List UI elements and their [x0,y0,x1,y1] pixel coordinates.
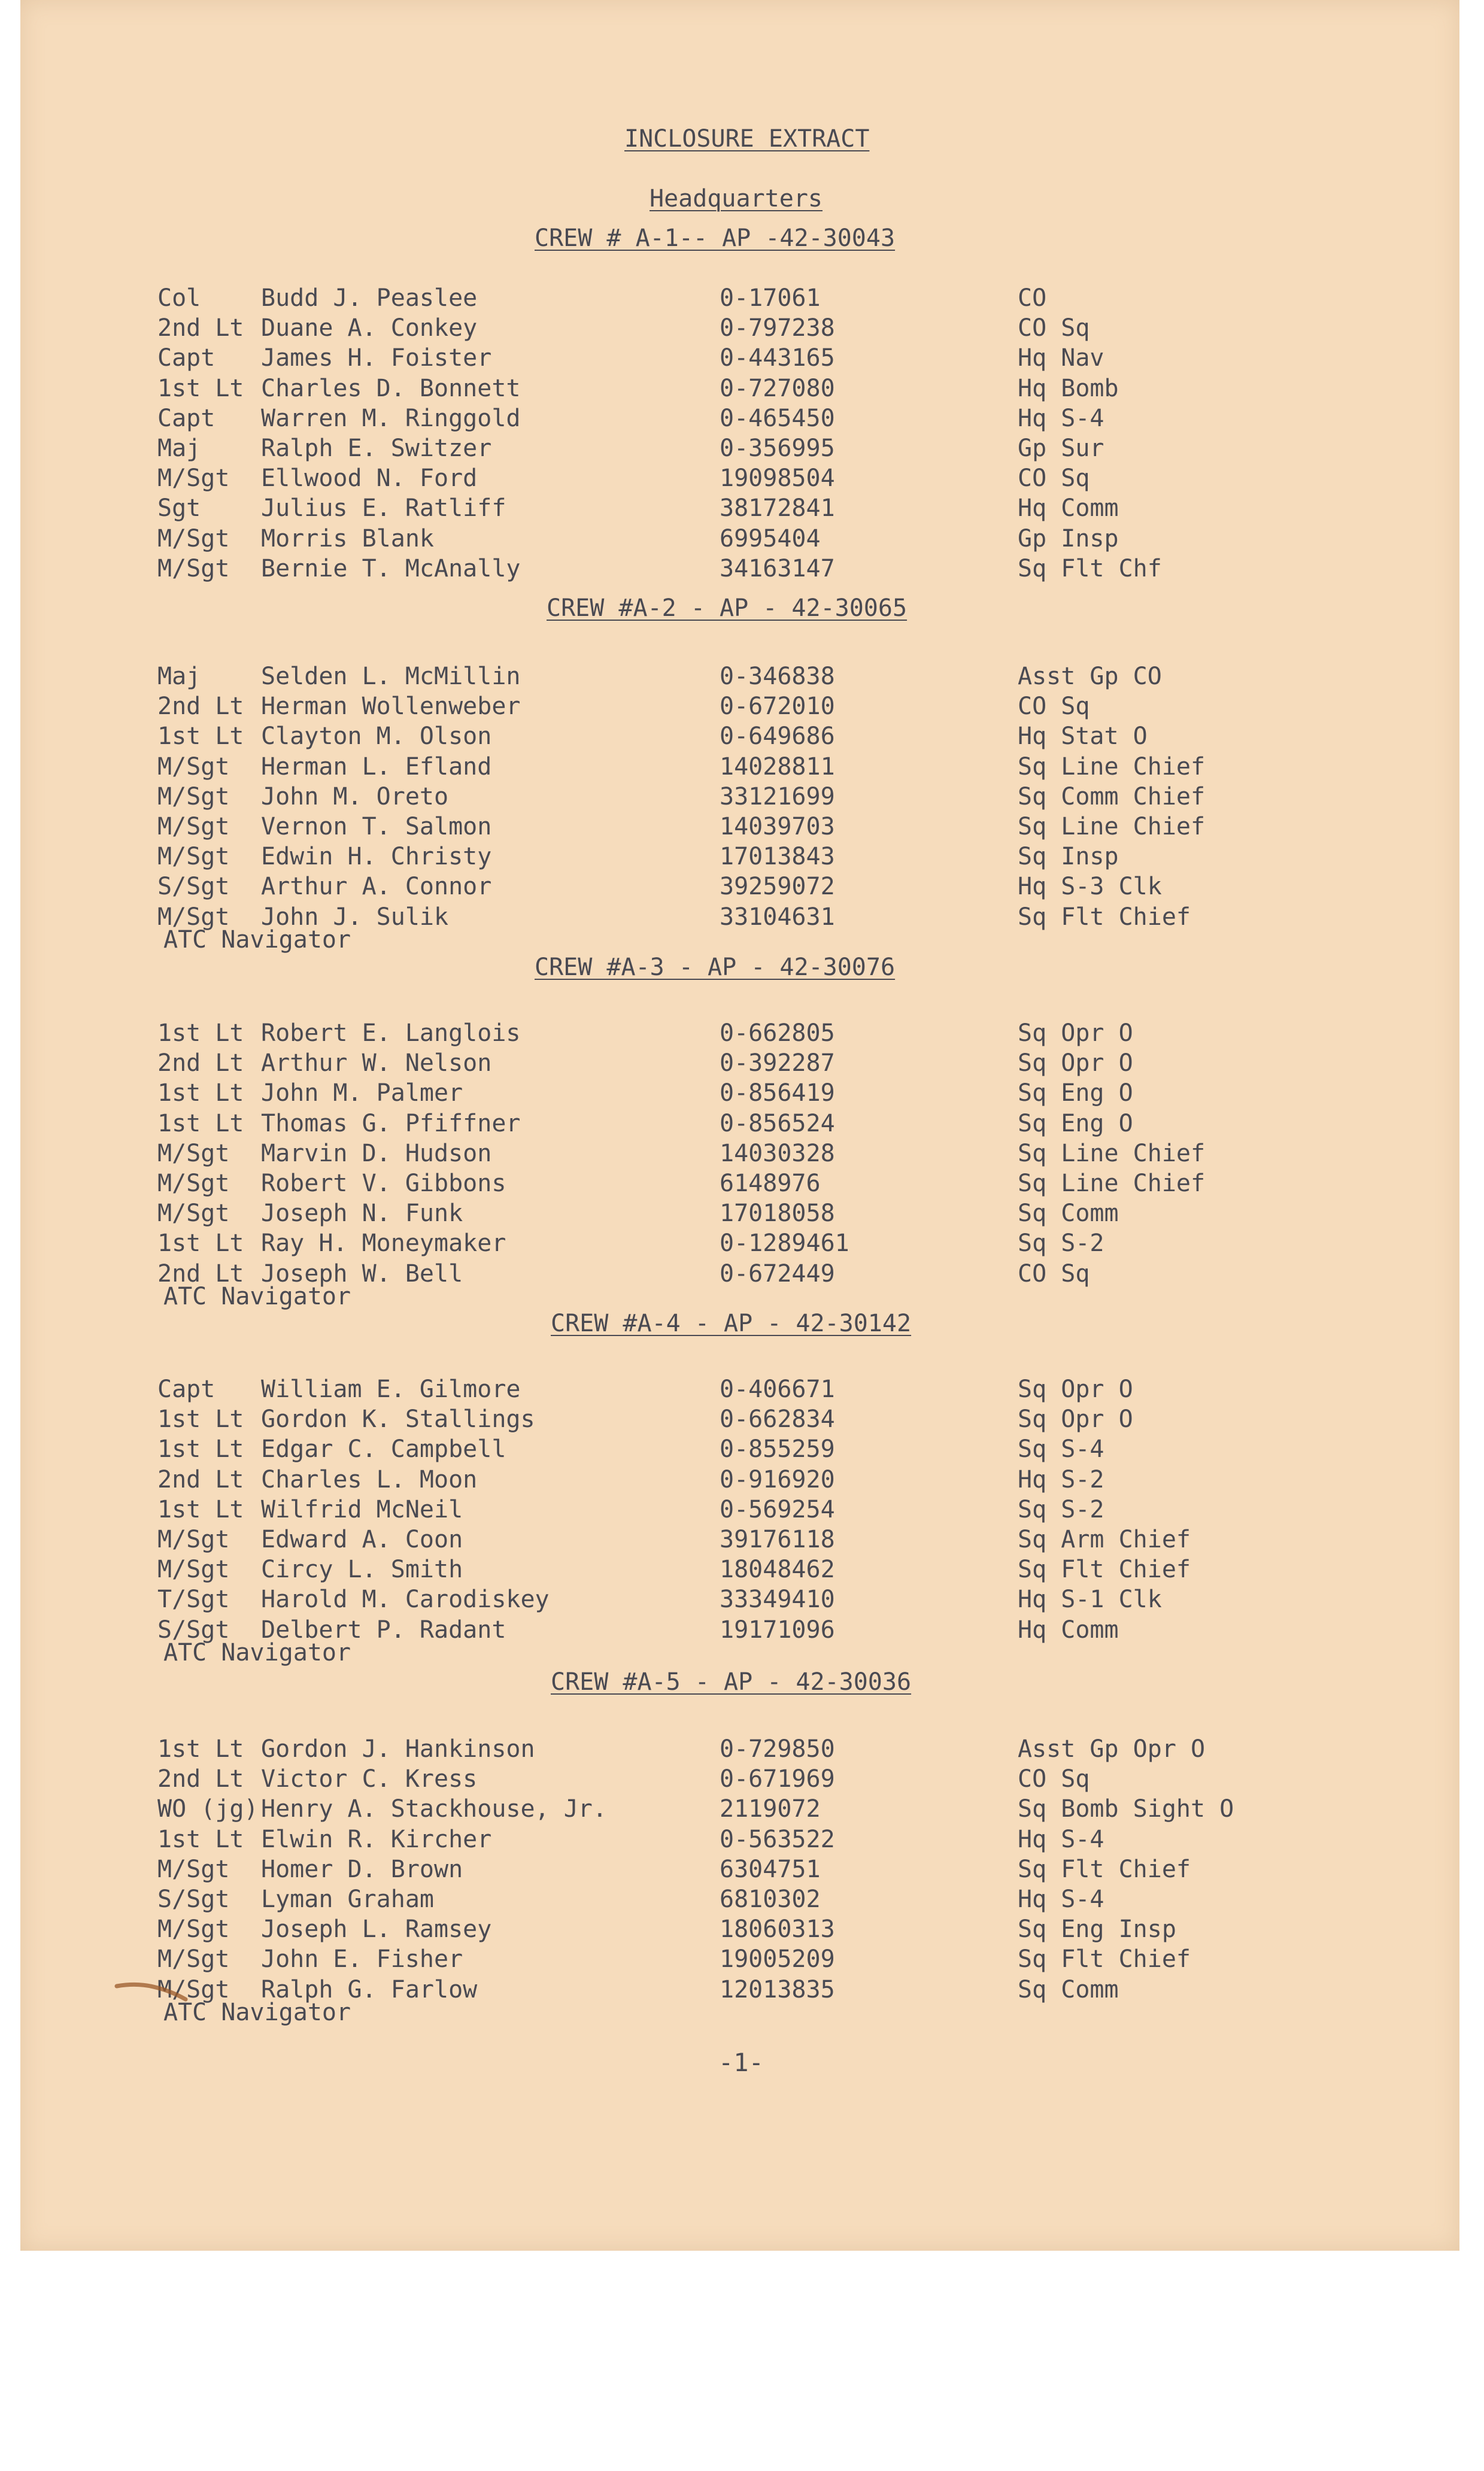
member-serial: 0-856524 [720,1110,835,1137]
member-name: Homer D. Brown [261,1856,463,1883]
member-rank: 1st Lt [157,1019,244,1047]
member-role: Sq Flt Chf [1018,555,1162,582]
member-serial: 0-671969 [720,1765,835,1793]
member-role: Sq Line Chief [1018,1140,1206,1167]
member-rank: M/Sgt [157,1200,230,1227]
member-name: Charles L. Moon [261,1466,478,1493]
member-name: Gordon K. Stallings [261,1406,535,1433]
member-role: Hq Bomb [1018,375,1119,402]
member-role: CO Sq [1018,1765,1090,1793]
crew-header: CREW #A-4 - AP - 42-30142 [551,1310,912,1337]
ink-stain [114,1969,198,2005]
member-serial: 0-563522 [720,1826,835,1853]
crew-note: ATC Navigator [163,1999,351,2026]
member-name: Lyman Graham [261,1886,434,1913]
document-subtitle: Headquarters [650,185,823,213]
member-serial: 6995404 [720,525,821,553]
member-serial: 33104631 [720,903,835,931]
member-role: Sq Bomb Sight O [1018,1795,1234,1823]
member-rank: 1st Lt [157,375,244,402]
member-role: CO [1018,284,1047,312]
member-role: Hq S-4 [1018,1826,1104,1853]
member-name: Ralph G. Farlow [261,1976,478,2003]
member-role: Sq Eng O [1018,1079,1133,1107]
member-role: Sq Flt Chief [1018,1945,1191,1973]
member-role: Hq S-1 Clk [1018,1586,1162,1613]
member-role: Sq Line Chief [1018,813,1206,840]
member-serial: 0-672010 [720,693,835,720]
member-serial: 39259072 [720,873,835,900]
member-serial: 0-662805 [720,1019,835,1047]
member-serial: 14028811 [720,753,835,781]
member-role: Sq Insp [1018,843,1119,870]
member-name: Vernon T. Salmon [261,813,492,840]
member-role: CO Sq [1018,1260,1090,1288]
member-role: CO Sq [1018,693,1090,720]
member-name: Wilfrid McNeil [261,1496,463,1523]
member-role: Hq Stat O [1018,723,1148,750]
member-serial: 6304751 [720,1856,821,1883]
member-name: John M. Oreto [261,783,449,810]
member-name: Julius E. Ratliff [261,494,506,522]
member-role: CO Sq [1018,465,1090,492]
member-rank: M/Sgt [157,843,230,870]
member-role: Sq Eng O [1018,1110,1133,1137]
member-rank: M/Sgt [157,783,230,810]
member-serial: 34163147 [720,555,835,582]
member-rank: 1st Lt [157,1230,244,1257]
member-role: Hq S-3 Clk [1018,873,1162,900]
member-name: Joseph L. Ramsey [261,1916,492,1943]
member-serial: 0-346838 [720,663,835,690]
member-rank: 1st Lt [157,1496,244,1523]
member-serial: 0-1289461 [720,1230,849,1257]
member-role: Sq Comm [1018,1200,1119,1227]
member-rank: M/Sgt [157,1526,230,1553]
member-role: Hq S-4 [1018,405,1104,432]
member-name: Robert E. Langlois [261,1019,521,1047]
member-role: Asst Gp CO [1018,663,1162,690]
member-serial: 0-406671 [720,1376,835,1403]
member-role: Hq Comm [1018,1616,1119,1644]
member-rank: M/Sgt [157,1945,230,1973]
crew-note: ATC Navigator [163,1639,351,1666]
member-serial: 0-727080 [720,375,835,402]
member-rank: M/Sgt [157,1556,230,1583]
member-role: Sq Opr O [1018,1019,1133,1047]
member-serial: 0-855259 [720,1435,835,1463]
member-role: Sq Flt Chief [1018,1556,1191,1583]
member-serial: 14030328 [720,1140,835,1167]
member-name: John M. Palmer [261,1079,463,1107]
member-serial: 18048462 [720,1556,835,1583]
member-rank: 1st Lt [157,1110,244,1137]
member-rank: Maj [157,663,201,690]
member-role: Sq Arm Chief [1018,1526,1191,1553]
crew-note: ATC Navigator [163,926,351,954]
member-serial: 6810302 [720,1886,821,1913]
member-rank: 1st Lt [157,723,244,750]
member-role: Sq Comm [1018,1976,1119,2003]
member-name: Ralph E. Switzer [261,435,492,462]
member-serial: 19098504 [720,465,835,492]
member-name: Duane A. Conkey [261,314,478,342]
member-name: James H. Foister [261,344,492,372]
member-rank: S/Sgt [157,1886,230,1913]
member-role: Sq S-2 [1018,1230,1104,1257]
member-serial: 0-649686 [720,723,835,750]
member-rank: T/Sgt [157,1586,230,1613]
member-serial: 12013835 [720,1976,835,2003]
member-name: Morris Blank [261,525,434,553]
crew-note: ATC Navigator [163,1283,351,1310]
member-name: Harold M. Carodiskey [261,1586,550,1613]
member-serial: 33121699 [720,783,835,810]
member-role: Gp Insp [1018,525,1119,553]
member-role: Sq Comm Chief [1018,783,1206,810]
member-rank: S/Sgt [157,873,230,900]
member-serial: 17018058 [720,1200,835,1227]
member-name: Herman Wollenweber [261,693,521,720]
member-serial: 38172841 [720,494,835,522]
member-rank: M/Sgt [157,525,230,553]
member-serial: 0-443165 [720,344,835,372]
member-name: Delbert P. Radant [261,1616,506,1644]
member-name: Joseph W. Bell [261,1260,463,1288]
member-rank: M/Sgt [157,1140,230,1167]
member-serial: 19005209 [720,1945,835,1973]
member-name: John J. Sulik [261,903,449,931]
member-rank: Col [157,284,201,312]
member-rank: M/Sgt [157,555,230,582]
member-serial: 0-17061 [720,284,821,312]
member-name: Edwin H. Christy [261,843,492,870]
crew-header: CREW #A-3 - AP - 42-30076 [535,954,896,981]
member-serial: 0-729850 [720,1735,835,1763]
member-rank: M/Sgt [157,753,230,781]
member-name: Arthur A. Connor [261,873,492,900]
member-serial: 0-569254 [720,1496,835,1523]
member-role: Sq Eng Insp [1018,1916,1176,1943]
member-rank: 1st Lt [157,1826,244,1853]
member-serial: 0-356995 [720,435,835,462]
member-serial: 0-465450 [720,405,835,432]
member-rank: 2nd Lt [157,1466,244,1493]
member-rank: WO (jg) [157,1795,259,1823]
member-rank: Capt [157,405,216,432]
member-rank: Maj [157,435,201,462]
member-role: Hq Comm [1018,494,1119,522]
document-title: INCLOSURE EXTRACT [624,125,870,153]
member-role: Gp Sur [1018,435,1104,462]
member-name: Edward A. Coon [261,1526,463,1553]
member-role: Sq Opr O [1018,1049,1133,1077]
member-role: Sq Opr O [1018,1406,1133,1433]
member-role: Hq S-2 [1018,1466,1104,1493]
member-name: John E. Fisher [261,1945,463,1973]
member-serial: 2119072 [720,1795,821,1823]
page-number: -1- [718,2048,764,2077]
member-name: Ellwood N. Ford [261,465,478,492]
member-name: Robert V. Gibbons [261,1170,506,1197]
member-name: Victor C. Kress [261,1765,478,1793]
member-name: Bernie T. McAnally [261,555,521,582]
member-name: Elwin R. Kircher [261,1826,492,1853]
member-name: Warren M. Ringgold [261,405,521,432]
crew-header: CREW #A-5 - AP - 42-30036 [551,1668,912,1696]
member-rank: M/Sgt [157,903,230,931]
member-role: Sq S-2 [1018,1496,1104,1523]
member-rank: M/Sgt [157,1856,230,1883]
member-serial: 19171096 [720,1616,835,1644]
member-name: Ray H. Moneymaker [261,1230,506,1257]
member-rank: 1st Lt [157,1406,244,1433]
member-serial: 0-797238 [720,314,835,342]
member-rank: M/Sgt [157,1976,230,2003]
member-name: Clayton M. Olson [261,723,492,750]
member-name: Selden L. McMillin [261,663,521,690]
crew-header: CREW #A-2 - AP - 42-30065 [547,594,908,622]
member-name: Joseph N. Funk [261,1200,463,1227]
member-name: Edgar C. Campbell [261,1435,506,1463]
member-rank: 1st Lt [157,1435,244,1463]
member-name: William E. Gilmore [261,1376,521,1403]
member-rank: M/Sgt [157,813,230,840]
member-name: Budd J. Peaslee [261,284,478,312]
member-name: Circy L. Smith [261,1556,463,1583]
member-serial: 18060313 [720,1916,835,1943]
member-role: Hq Nav [1018,344,1104,372]
member-rank: Capt [157,344,216,372]
member-rank: 2nd Lt [157,1049,244,1077]
member-rank: 2nd Lt [157,1765,244,1793]
member-rank: 2nd Lt [157,693,244,720]
member-role: CO Sq [1018,314,1090,342]
member-rank: Capt [157,1376,216,1403]
member-name: Marvin D. Hudson [261,1140,492,1167]
member-role: Sq Line Chief [1018,1170,1206,1197]
member-serial: 0-916920 [720,1466,835,1493]
member-serial: 33349410 [720,1586,835,1613]
member-rank: 2nd Lt [157,1260,244,1288]
member-rank: Sgt [157,494,201,522]
member-serial: 39176118 [720,1526,835,1553]
member-name: Arthur W. Nelson [261,1049,492,1077]
member-name: Thomas G. Pfiffner [261,1110,521,1137]
member-serial: 0-856419 [720,1079,835,1107]
member-name: Gordon J. Hankinson [261,1735,535,1763]
member-role: Sq S-4 [1018,1435,1104,1463]
member-rank: 1st Lt [157,1079,244,1107]
member-name: Henry A. Stackhouse, Jr. [261,1795,607,1823]
member-role: Sq Flt Chief [1018,1856,1191,1883]
member-name: Herman L. Efland [261,753,492,781]
member-serial: 17013843 [720,843,835,870]
member-rank: S/Sgt [157,1616,230,1644]
member-rank: 1st Lt [157,1735,244,1763]
member-serial: 0-662834 [720,1406,835,1433]
member-rank: M/Sgt [157,465,230,492]
member-role: Sq Line Chief [1018,753,1206,781]
member-serial: 0-672449 [720,1260,835,1288]
crew-header: CREW # A-1-- AP -42-30043 [535,224,896,252]
member-role: Hq S-4 [1018,1886,1104,1913]
member-serial: 14039703 [720,813,835,840]
member-role: Sq Opr O [1018,1376,1133,1403]
member-serial: 6148976 [720,1170,821,1197]
member-role: Sq Flt Chief [1018,903,1191,931]
member-rank: M/Sgt [157,1170,230,1197]
member-serial: 0-392287 [720,1049,835,1077]
member-rank: M/Sgt [157,1916,230,1943]
member-rank: 2nd Lt [157,314,244,342]
member-name: Charles D. Bonnett [261,375,521,402]
member-role: Asst Gp Opr O [1018,1735,1206,1763]
